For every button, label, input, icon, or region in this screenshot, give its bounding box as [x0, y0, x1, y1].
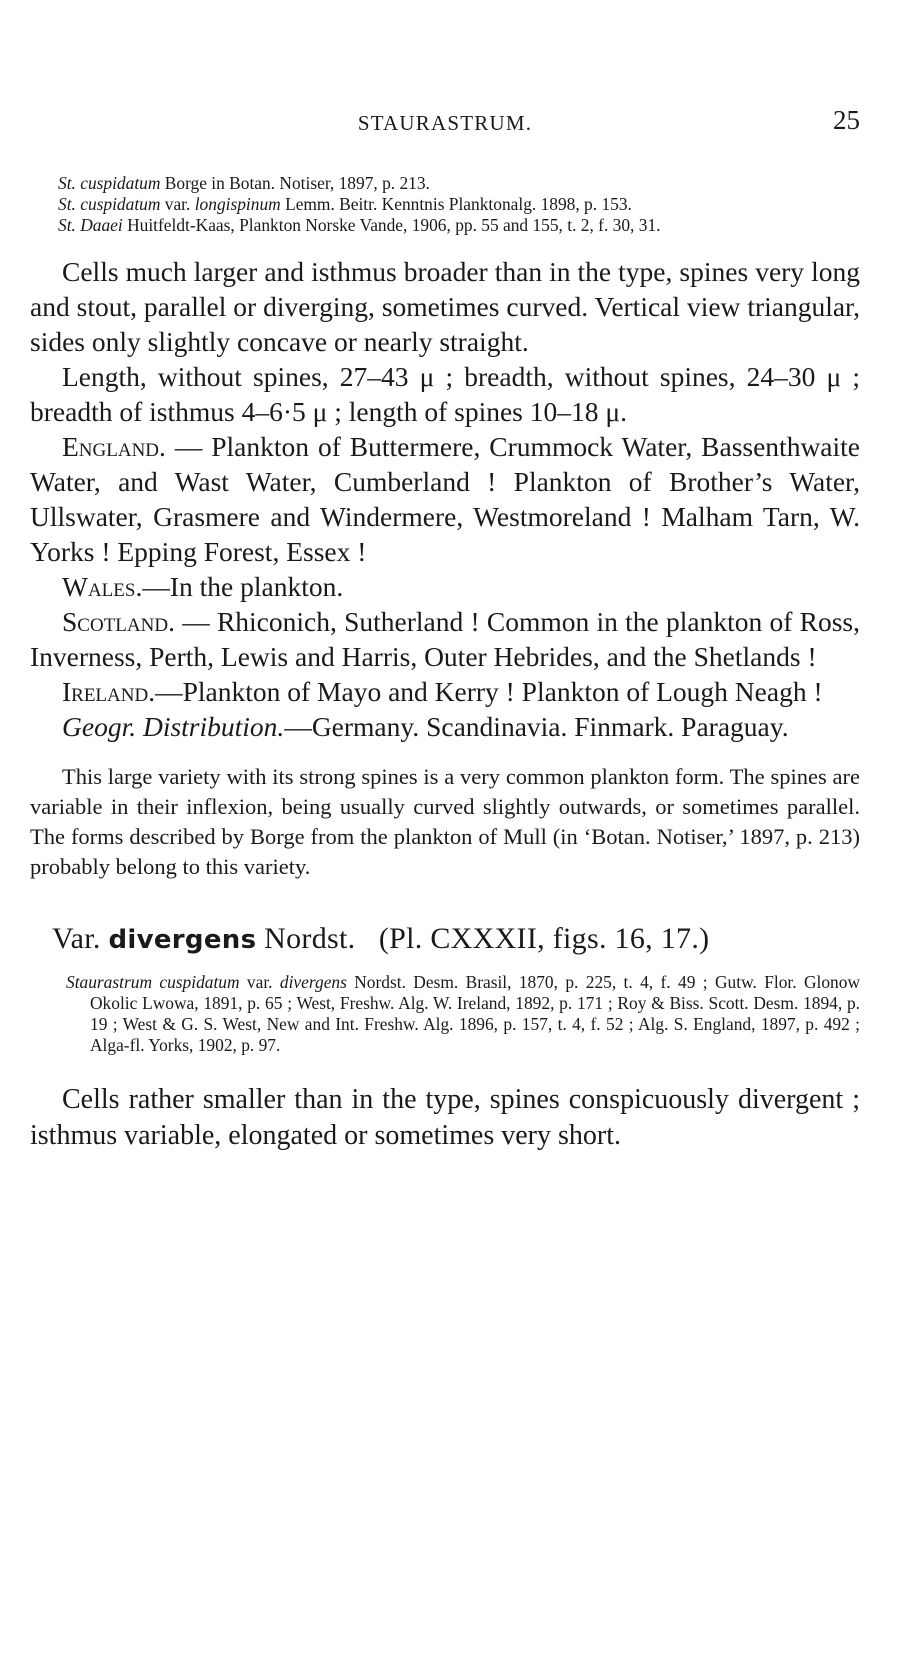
synonym-entry	[58, 215, 860, 236]
synonym-list	[30, 173, 860, 236]
distribution-text: —Germany. Scandinavia. Finmark. Paraguay.	[284, 711, 789, 742]
synonym-name: St. cuspidatum	[58, 173, 161, 193]
page-number: 25	[833, 105, 860, 135]
variety-genus: Staurastrum cuspidatum	[66, 972, 240, 992]
synonym-var-prefix: var.	[160, 194, 195, 214]
synonym-citation: Lemm. Beitr. Kenntnis Planktonalg. 1898, p. 153.	[280, 194, 632, 214]
locality-text: — Rhiconich, Sutherland ! Common in the plankton of Ross, Inverness, Perth, Lewis and Harris, Outer Hebrides, and the Shetlands !	[30, 606, 860, 672]
synonym-name: St. Daaei	[58, 215, 123, 235]
variety-description: Cells rather smaller than in the type, spines conspicuously divergent ; isthmus variable, elongated or sometimes very short.	[30, 1084, 860, 1151]
synonym-entry	[58, 173, 860, 194]
variety-author: Nordst.	[256, 922, 356, 955]
region-label: England.	[62, 431, 166, 462]
running-head	[30, 105, 860, 145]
variety-citations: Nordst. Desm. Brasil, 1870, p. 225, t. 4, f. 49 ; Gutw. Flor. Glonow Okolic Lwowa, 1891, p. 65 ; West, Freshw. Alg. W. Ireland, 1892, p. 171 ; Roy & Biss. Scott. Desm. 1894, p. 19 ; West & G. S. West, New and Int. Freshw. Alg. 1896, p. 157, t. 4, f. 52 ; Alg. S. England, 1897, p. 492 ; Alga-fl. Yorks, 1902, p. 97.	[90, 972, 860, 1055]
description-paragraph: Cells much larger and isthmus broader than in the type, spines very long and stout, parallel or diverging, sometimes curved. Vertical view triangular, sides only slightly concave or nearly straight.	[30, 256, 860, 357]
distribution-label: Geogr. Distribution.	[62, 711, 285, 742]
variety-var: divergens	[279, 972, 347, 992]
running-title: STAURASTRUM.	[357, 111, 533, 135]
variety-heading	[30, 922, 860, 956]
locality-england	[30, 429, 860, 569]
region-label: Scotland.	[62, 606, 175, 637]
variety-synonym-entry	[66, 972, 860, 1056]
variety-name: divergens	[108, 925, 257, 955]
page	[30, 105, 860, 1154]
synonym-var: longispinum	[194, 194, 281, 214]
measurements-paragraph: Length, without spines, 27–43 μ ; breadth, without spines, 24–30 μ ; breadth of isthmus 4–6·5 μ ; length of spines 10–18 μ.	[30, 361, 860, 427]
variety-plate: (Pl. CXXXII, figs. 16, 17.)	[378, 922, 710, 955]
main-text	[30, 254, 860, 744]
locality-text: —Plankton of Mayo and Kerry ! Plankton of Lough Neagh !	[155, 676, 823, 707]
region-label: Ireland.	[62, 676, 156, 707]
variety-var-prefix: var.	[239, 972, 280, 992]
locality-scotland	[30, 604, 860, 674]
synonym-citation: Huitfeldt-Kaas, Plankton Norske Vande, 1906, pp. 55 and 155, t. 2, f. 30, 31.	[122, 215, 661, 235]
variety-synonyms	[30, 972, 860, 1056]
locality-ireland	[30, 674, 860, 709]
locality-wales	[30, 569, 860, 604]
variety-prefix: Var.	[52, 922, 109, 955]
locality-text: —In the plankton.	[142, 571, 344, 602]
note-block	[30, 762, 860, 882]
region-label: Wales.	[62, 571, 143, 602]
synonym-name: St. cuspidatum	[58, 194, 161, 214]
distribution-paragraph	[30, 709, 860, 744]
synonym-entry	[58, 194, 860, 215]
synonym-citation: Borge in Botan. Notiser, 1897, p. 213.	[160, 173, 430, 193]
locality-text: — Plankton of Buttermere, Crummock Water, Bassenthwaite Water, and Wast Water, Cumberland ! Plankton of Brother’s Water, Ullswater, Grasmere and Windermere, Westmoreland ! Malham Tarn, W. Yorks ! Epping Forest, Essex !	[30, 431, 860, 567]
variety-text	[30, 1082, 860, 1154]
note-paragraph: This large variety with its strong spines is a very common plankton form. The spines are variable in their inflexion, being usually curved slightly outwards, or sometimes parallel. The forms described by Borge from the plankton of Mull (in ‘Botan. Notiser,’ 1897, p. 213) probably belong to this variety.	[30, 764, 860, 879]
